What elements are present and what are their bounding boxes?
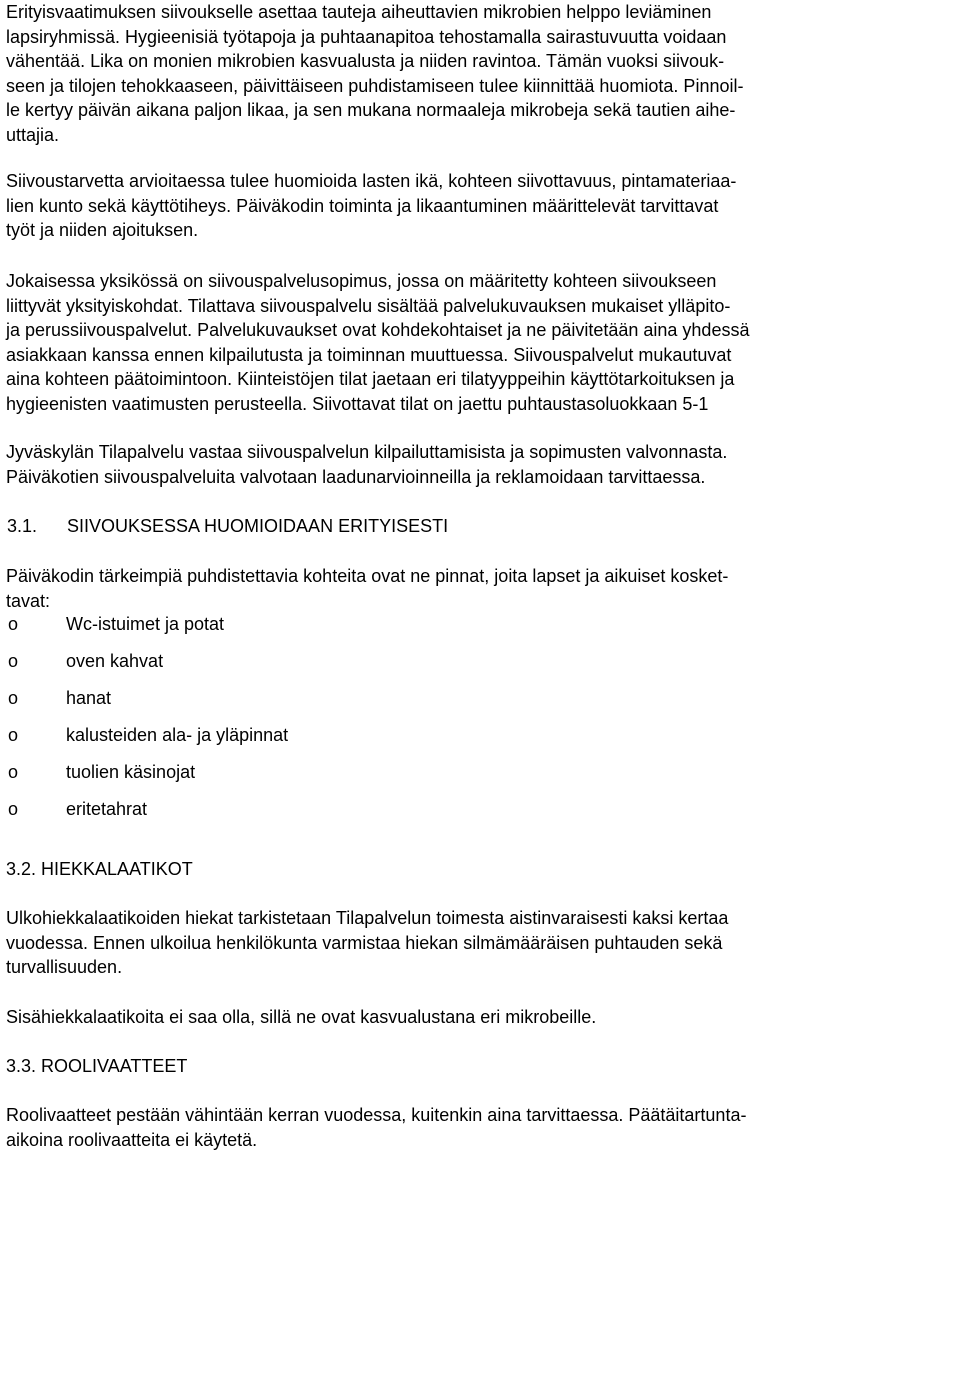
- list-item-text: Wc-istuimet ja potat: [66, 614, 225, 634]
- list-item-text: eritetahrat: [66, 799, 148, 819]
- section-number: 3.1.: [7, 516, 38, 536]
- list-item-text: oven kahvat: [66, 651, 164, 671]
- text-line: le kertyy päivän aikana paljon likaa, ja sen mukana normaaleja mikrobeja sekä tautien aihe-: [6, 100, 736, 120]
- text-line: seen ja tilojen tehokkaaseen, päivittäiseen puhdistamiseen tulee kiinnittää huomiota. Pinnoil-: [6, 75, 744, 96]
- text-line: ja perussiivouspalvelut. Palvelukuvaukset ovat kohdekohtaiset ja ne päivitetään aina yhdessä: [6, 320, 750, 340]
- text-line: Roolivaatteet pestään vähintään kerran vuodessa, kuitenkin aina tarvittaessa. Päätäitartunta-: [6, 1105, 747, 1125]
- bullet-symbol: o: [8, 799, 19, 819]
- list-item: [6, 612, 606, 649]
- text-line: vuodessa. Ennen ulkoilua henkilökunta varmistaa hiekan silmämääräisen puhtauden sekä: [6, 932, 723, 953]
- bullet-symbol: o: [8, 651, 19, 671]
- text-line: Jokaisessa yksikössä on siivouspalvelusopimus, jossa on määritetty kohteen siivoukseen: [6, 271, 717, 291]
- text-line: tavat:: [6, 590, 51, 611]
- text-line: aikoina roolivaatteita ei käytetä.: [6, 1129, 258, 1150]
- list-item-text: kalusteiden ala- ja yläpinnat: [66, 725, 289, 745]
- text-line: asiakkaan kanssa ennen kilpailutusta ja toiminnan muuttuessa. Siivouspalvelut mukautuvat: [6, 344, 732, 365]
- intro-paragraph: [6, 0, 743, 147]
- section-3-2-paragraph: [6, 906, 728, 980]
- text-line: työt ja niiden ajoituksen.: [6, 220, 199, 240]
- section-3-1-intro: [6, 564, 728, 613]
- bullet-symbol: o: [8, 725, 19, 745]
- section-heading-3-1: [6, 514, 448, 539]
- text-line: uttajia.: [6, 124, 60, 145]
- text-line: Erityisvaatimuksen siivoukselle asettaa tauteja aiheuttavien mikrobien helppo leviäminen: [6, 2, 712, 22]
- text-line: vähentää. Lika on monien mikrobien kasvualusta ja niiden ravintoa. Tämän vuoksi siivouk-: [6, 51, 725, 71]
- agreement-paragraph: [6, 269, 749, 416]
- section-title: SIIVOUKSESSA HUOMIOIDAAN ERITYISESTI: [67, 516, 449, 536]
- section-3-2-indoor-sandbox-paragraph: [6, 1005, 596, 1030]
- text-line: liittyvät yksityiskohdat. Tilattava siivouspalvelu sisältää palvelukuvauksen mukaiset ylläpito-: [6, 295, 731, 316]
- bullet-symbol: o: [8, 762, 19, 782]
- text-line: turvallisuuden.: [6, 957, 123, 977]
- list-item: [6, 760, 606, 797]
- text-line: Päiväkodin tärkeimpiä puhdistettavia kohteita ovat ne pinnat, joita lapset ja aikuiset kosket-: [6, 566, 729, 586]
- list-item: [6, 686, 606, 723]
- section-heading-3-2: 3.2. HIEKKALAATIKOT: [6, 859, 193, 879]
- list-item: [6, 723, 606, 760]
- supervision-paragraph: [6, 440, 727, 489]
- assessment-paragraph: [6, 169, 736, 243]
- text-line: lapsiryhmissä. Hygieenisiä työtapoja ja puhtaanapitoa tehostamalla sairastuvuutta voidaan: [6, 26, 727, 47]
- text-line: Ulkohiekkalaatikoiden hiekat tarkistetaan Tilapalvelun toimesta aistinvaraisesti kaksi kertaa: [6, 908, 729, 928]
- section-3-3-paragraph: [6, 1103, 746, 1152]
- section-heading-3-3: 3.3. ROOLIVAATTEET: [6, 1056, 188, 1076]
- text-line: Jyväskylän Tilapalvelu vastaa siivouspalvelun kilpailuttamisista ja sopimusten valvonnasta.: [6, 442, 728, 462]
- list-item-text: hanat: [66, 688, 112, 708]
- list-item-text: tuolien käsinojat: [66, 762, 196, 782]
- cleaning-targets-list: [6, 612, 606, 834]
- text-line: Sisähiekkalaatikoita ei saa olla, sillä ne ovat kasvualustana eri mikrobeille.: [6, 1007, 597, 1027]
- text-line: Siivoustarvetta arvioitaessa tulee huomioida lasten ikä, kohteen siivottavuus, pintamateriaa-: [6, 171, 737, 191]
- bullet-symbol: o: [8, 688, 19, 708]
- text-line: Päiväkotien siivouspalveluita valvotaan laadunarvioinneilla ja reklamoidaan tarvittaessa.: [6, 466, 706, 487]
- text-line: aina kohteen päätoimintoon. Kiinteistöjen tilat jaetaan eri tilatyyppeihin käyttötarkoituksen ja: [6, 369, 735, 389]
- list-item: [6, 797, 606, 834]
- bullet-symbol: o: [8, 614, 19, 634]
- list-item: [6, 649, 606, 686]
- text-line: hygieenisten vaatimusten perusteella. Siivottavat tilat on jaettu puhtaustasoluokkaan 5-1: [6, 393, 709, 414]
- text-line: lien kunto sekä käyttötiheys. Päiväkodin toiminta ja likaantuminen määrittelevät tarvittavat: [6, 195, 719, 216]
